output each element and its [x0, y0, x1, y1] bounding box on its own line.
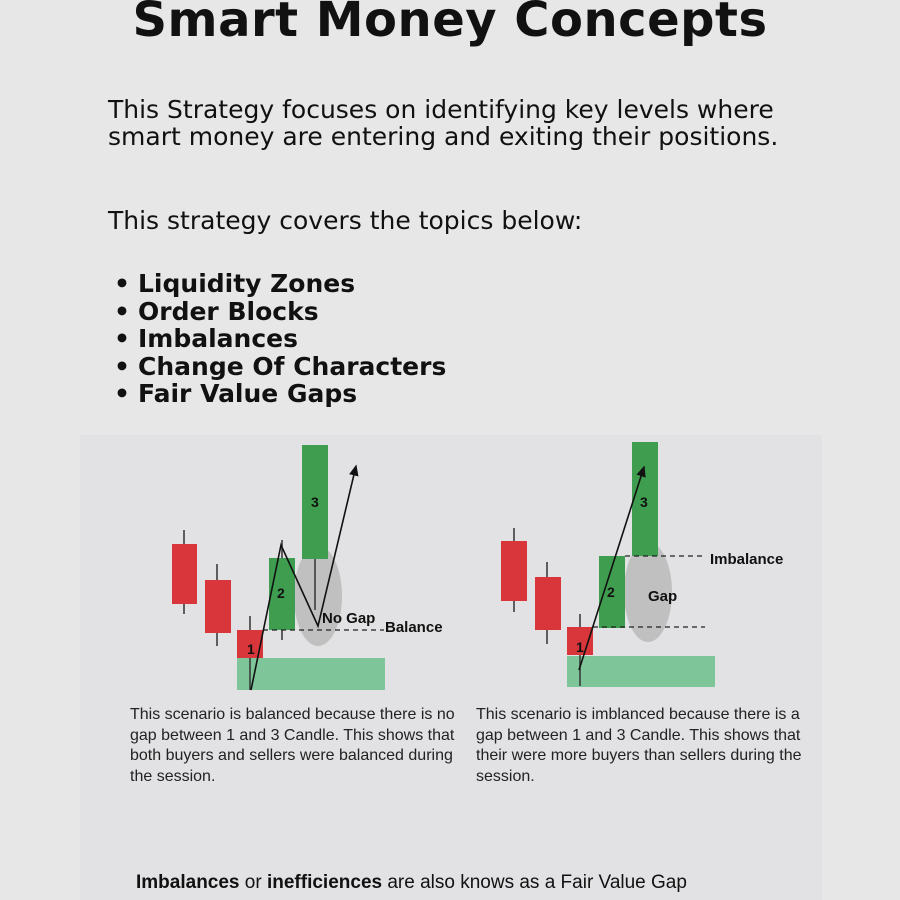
bullet-icon: •: [114, 324, 130, 353]
bearish-candle: [501, 541, 527, 601]
gap-ellipse: [294, 546, 342, 646]
candle-label: 1: [576, 639, 584, 655]
gap-label: No Gap: [322, 610, 376, 627]
left-caption: This scenario is balanced because there is no gap between 1 and 3 Candle. This shows that both buyers and sellers were balanced during the session.: [130, 706, 455, 785]
bullet-icon: •: [114, 351, 130, 381]
bearish-candle: [535, 577, 561, 630]
right-caption: This scenario is imblanced because there is a gap between 1 and 3 Candle. This shows that their were more buyers than sellers during the session.: [476, 706, 802, 785]
topic-label: Order Blocks: [138, 296, 319, 326]
bearish-candle: [172, 544, 197, 604]
topic-label: Imbalances: [138, 324, 299, 353]
candle-label: 3: [311, 494, 319, 510]
footer-connector: or: [244, 872, 262, 893]
topic-label: Change Of Characters: [138, 351, 447, 381]
gap-label: Gap: [648, 588, 678, 605]
left-diagram: [172, 445, 443, 690]
liquidity-zone: [567, 656, 715, 687]
candle-label: 2: [277, 585, 285, 601]
bullet-icon: •: [114, 296, 130, 326]
topic-label: Fair Value Gaps: [138, 379, 358, 408]
topics-heading: This strategy covers the topics below:: [108, 206, 583, 235]
level-label: Imbalance: [710, 551, 784, 568]
liquidity-zone: [237, 658, 385, 690]
candle-label: 1: [247, 641, 255, 657]
level-label: Balance: [385, 619, 443, 636]
footer-term-inefficiences: inefficiences: [266, 872, 383, 893]
topic-label: Liquidity Zones: [138, 269, 356, 298]
footer-rest: are also knows as a Fair Value Gap: [387, 872, 687, 893]
page-title: Smart Money Concepts: [132, 0, 768, 48]
candle-label: 2: [607, 584, 615, 600]
right-diagram: [501, 442, 783, 687]
bullet-icon: •: [114, 269, 130, 298]
intro-paragraph: This Strategy focuses on identifying key levels where smart money are entering and exiting their positions.: [108, 95, 779, 151]
bullet-icon: •: [114, 379, 130, 408]
footer-text: [136, 872, 687, 894]
footer-term-imbalances: Imbalances: [136, 872, 240, 893]
bearish-candle: [205, 580, 231, 633]
candle-label: 3: [640, 494, 648, 510]
